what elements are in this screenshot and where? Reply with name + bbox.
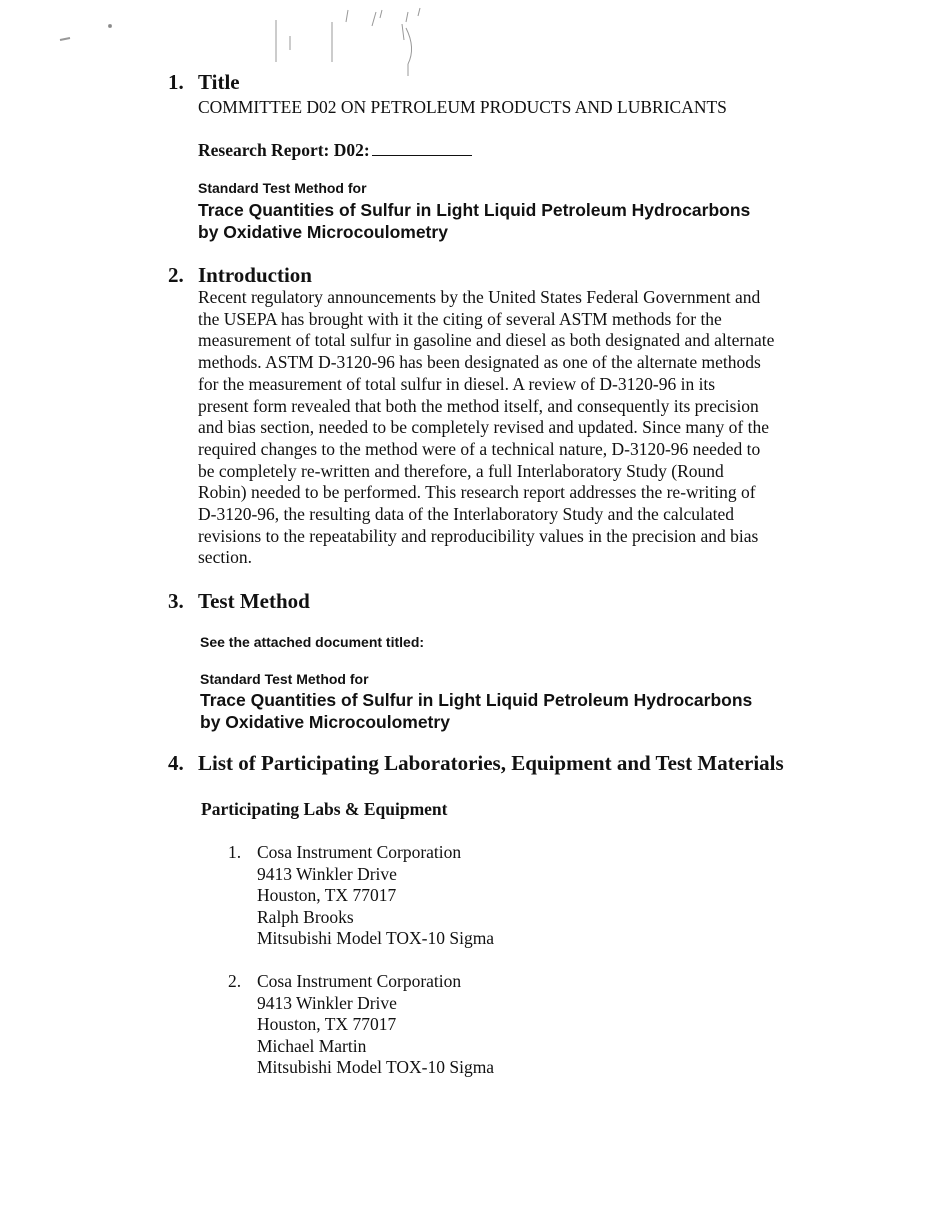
intro-line: the USEPA has brought with it the citing of several ASTM methods for the — [198, 308, 722, 329]
lab-equipment: Mitsubishi Model TOX-10 Sigma — [257, 928, 495, 949]
intro-line: methods. ASTM D-3120-96 has been designated as one of the alternate methods — [198, 352, 761, 373]
standard-title-line: by Oxidative Microcoulometry — [198, 222, 448, 242]
standard-label: Standard Test Method for — [200, 671, 369, 687]
lab-city: Houston, TX 77017 — [257, 1014, 397, 1035]
introduction-paragraph — [198, 287, 818, 569]
intro-line: for the measurement of total sulfur in diesel. A review of D-3120-96 in its — [198, 373, 716, 394]
standard-title-line: Trace Quantities of Sulfur in Light Liquid Petroleum Hydrocarbons — [198, 200, 751, 220]
lab-street: 9413 Winkler Drive — [257, 992, 397, 1013]
standard-label: Standard Test Method for — [198, 180, 367, 196]
labs-subheading: Participating Labs & Equipment — [201, 799, 448, 819]
lab-equipment: Mitsubishi Model TOX-10 Sigma — [257, 1057, 495, 1078]
standard-title — [200, 689, 752, 733]
research-report-label: Research Report: D02: — [198, 140, 472, 161]
lab-number: 1. — [228, 842, 242, 862]
intro-line: Recent regulatory announcements by the United States Federal Government and — [198, 287, 761, 307]
intro-line: required changes to the method were of a technical nature, D-3120-96 needed to — [198, 438, 761, 459]
lab-company: Cosa Instrument Corporation — [257, 971, 462, 991]
lab-number: 2. — [228, 971, 242, 991]
committee-name: COMMITTEE D02 ON PETROLEUM PRODUCTS AND LUBRICANTS — [198, 97, 727, 117]
intro-line: D-3120-96, the resulting data of the Interlaboratory Study and the calculated — [198, 504, 735, 525]
intro-line: be completely re-written and therefore, a full Interlaboratory Study (Round — [198, 460, 724, 481]
lab-contact: Michael Martin — [257, 1035, 367, 1056]
lab-company: Cosa Instrument Corporation — [257, 842, 462, 862]
intro-line: measurement of total sulfur in gasoline and diesel as both designated and alternate — [198, 330, 775, 351]
lab-contact: Ralph Brooks — [257, 906, 354, 927]
scan-artifact-marks — [0, 0, 950, 90]
section-heading-title: 1. Title — [168, 70, 240, 94]
see-attached-note: See the attached document titled: — [200, 634, 425, 650]
lab-entry — [228, 842, 494, 950]
lab-street: 9413 Winkler Drive — [257, 863, 397, 884]
report-number-blank — [372, 141, 472, 156]
standard-title-line: by Oxidative Microcoulometry — [200, 712, 450, 732]
lab-entry — [228, 971, 494, 1079]
section-heading-test-method: 3. Test Method — [168, 589, 310, 613]
intro-line: present form revealed that both the method itself, and consequently its precision — [198, 395, 759, 416]
intro-line: revisions to the repeatability and reproducibility values in the precision and bias — [198, 525, 759, 546]
standard-title — [198, 199, 750, 243]
intro-line: section. — [198, 547, 252, 568]
standard-title-line: Trace Quantities of Sulfur in Light Liquid Petroleum Hydrocarbons — [200, 690, 753, 710]
section-heading-introduction: 2. Introduction — [168, 263, 312, 287]
section-heading-participating-labs: 4. List of Participating Laboratories, Equipment and Test Materials — [168, 751, 784, 775]
intro-line: and bias section, needed to be completely revised and updated. Since many of the — [198, 417, 769, 438]
intro-line: Robin) needed to be performed. This research report addresses the re-writing of — [198, 482, 756, 503]
lab-city: Houston, TX 77017 — [257, 885, 397, 906]
